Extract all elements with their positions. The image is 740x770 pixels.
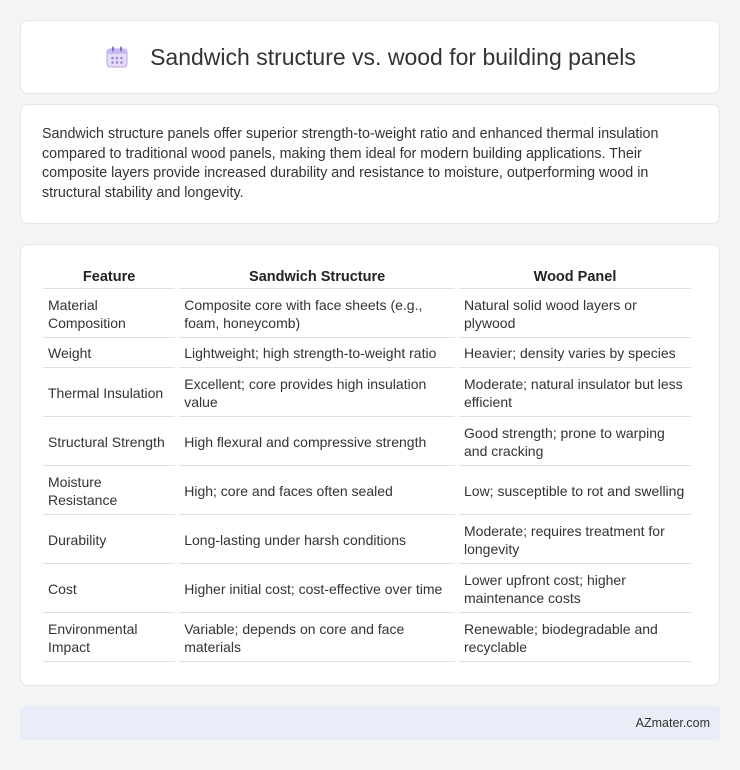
row-feature: Thermal Insulation [43, 368, 175, 417]
row-feature: Weight [43, 338, 175, 368]
row-sandwich-value: Lightweight; high strength-to-weight ratio [179, 338, 455, 368]
table-row [43, 564, 691, 613]
header-sandwich-structure: Sandwich Structure [179, 265, 455, 289]
row-sandwich-value: Variable; depends on core and face materials [179, 613, 455, 662]
table-row [43, 289, 691, 338]
page-title: Sandwich structure vs. wood for building panels [150, 43, 636, 70]
row-wood-value: Lower upfront cost; higher maintenance costs [459, 564, 691, 613]
footer-brand: AZmater.com [635, 716, 710, 730]
row-feature: Environmental Impact [43, 613, 175, 662]
row-wood-value: Renewable; biodegradable and recyclable [459, 613, 691, 662]
row-sandwich-value: High; core and faces often sealed [179, 466, 455, 515]
table-row [43, 338, 691, 368]
comparison-table [39, 265, 695, 662]
comparison-table-card [20, 244, 720, 686]
header-wood-panel: Wood Panel [459, 265, 691, 289]
row-wood-value: Heavier; density varies by species [459, 338, 691, 368]
table-row [43, 466, 691, 515]
intro-paragraph: Sandwich structure panels offer superior strength-to-weight ratio and enhanced thermal insulation compared to traditional wood panels, making them ideal for modern building applications. Their composite layers provide increased durability and resistance to moisture, outperforming wood in structural stability and longevity. [42, 126, 659, 201]
row-feature: Cost [43, 564, 175, 613]
footer [20, 706, 720, 740]
calendar-icon [104, 44, 130, 70]
table-row [43, 417, 691, 466]
header-card [20, 20, 720, 94]
table-header-row [43, 265, 691, 289]
row-feature: Durability [43, 515, 175, 564]
row-wood-value: Natural solid wood layers or plywood [459, 289, 691, 338]
header-feature: Feature [43, 265, 175, 289]
row-sandwich-value: Long-lasting under harsh conditions [179, 515, 455, 564]
row-sandwich-value: Excellent; core provides high insulation value [179, 368, 455, 417]
row-sandwich-value: Higher initial cost; cost-effective over time [179, 564, 455, 613]
row-feature: Structural Strength [43, 417, 175, 466]
row-sandwich-value: Composite core with face sheets (e.g., foam, honeycomb) [179, 289, 455, 338]
table-row [43, 613, 691, 662]
row-feature: Moisture Resistance [43, 466, 175, 515]
intro-card [20, 104, 720, 224]
row-feature: Material Composition [43, 289, 175, 338]
row-wood-value: Moderate; natural insulator but less efficient [459, 368, 691, 417]
row-sandwich-value: High flexural and compressive strength [179, 417, 455, 466]
row-wood-value: Low; susceptible to rot and swelling [459, 466, 691, 515]
table-row [43, 515, 691, 564]
table-row [43, 368, 691, 417]
header [104, 44, 636, 71]
row-wood-value: Good strength; prone to warping and cracking [459, 417, 691, 466]
row-wood-value: Moderate; requires treatment for longevity [459, 515, 691, 564]
